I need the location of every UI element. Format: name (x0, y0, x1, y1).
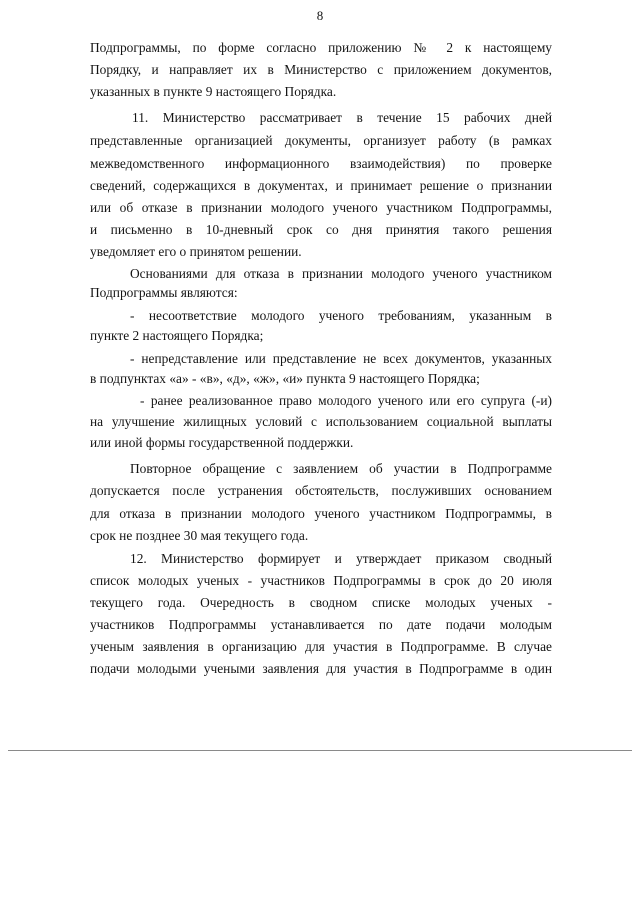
text-line: и письменно в 10-дневный срок со дня принятия такого решения (90, 222, 552, 237)
text-line: 12. Министерство формирует и утверждает приказом сводный (130, 551, 552, 566)
text-line: или об отказе в признании молодого ученого участником Подпрограммы, (90, 200, 552, 215)
text-line: на улучшение жилищных условий с использованием социальной выплаты (90, 414, 552, 429)
text-line: Порядку, и направляет их в Министерство с приложением документов, (90, 62, 552, 77)
page-divider (8, 750, 632, 751)
text-line: Подпрограммы, по форме согласно приложению № 2 к настоящему (90, 40, 552, 55)
text-line: указанных в пункте 9 настоящего Порядка. (90, 84, 337, 99)
text-line: Повторное обращение с заявлением об участии в Подпрограмме (130, 461, 552, 476)
text-line: список молодых ученых - участников Подпрограммы в срок до 20 июля (90, 573, 552, 588)
text-line: - непредставление или представление не всех документов, указанных (130, 351, 552, 366)
text-line: участников Подпрограммы устанавливается по дате подачи молодым (90, 617, 552, 632)
text-line: срок не позднее 30 мая текущего года. (90, 528, 309, 543)
text-line: уведомляет его о принятом решении. (90, 244, 302, 259)
text-line: допускается после устранения обстоятельств, послуживших основанием (90, 483, 552, 498)
text-line: подачи молодыми учеными заявления для участия в Подпрограмме в один (90, 661, 552, 676)
page-number: 8 (316, 8, 324, 23)
text-line: представленные организацией документы, организует работу (в рамках (90, 133, 552, 148)
text-line: - несоответствие молодого ученого требованиям, указанным в (130, 308, 552, 323)
text-line: Подпрограммы являются: (90, 285, 238, 300)
text-line: сведений, содержащихся в документах, и принимает решение о признании (90, 178, 552, 193)
text-line: текущего года. Очередность в сводном списке молодых ученых - (90, 595, 552, 610)
text-line: пункте 2 настоящего Порядка; (90, 328, 264, 343)
text-line: 11. Министерство рассматривает в течение 15 рабочих дней (132, 110, 552, 125)
text-line: - ранее реализованное право молодого ученого или его супруга (-и) (140, 393, 552, 408)
text-line: ученым заявления в организацию для участия в Подпрограмме. В случае (90, 639, 552, 654)
text-line: для отказа в признании молодого ученого участником Подпрограммы, в (90, 506, 552, 521)
text-line: или иной формы государственной поддержки. (90, 435, 354, 450)
text-line: в подпунктах «а» - «в», «д», «ж», «и» пункта 9 настоящего Порядка; (90, 371, 480, 386)
text-line: Основаниями для отказа в признании молодого ученого участником (130, 266, 552, 281)
text-line: межведомственного информационного взаимодействия) по проверке (90, 156, 552, 171)
